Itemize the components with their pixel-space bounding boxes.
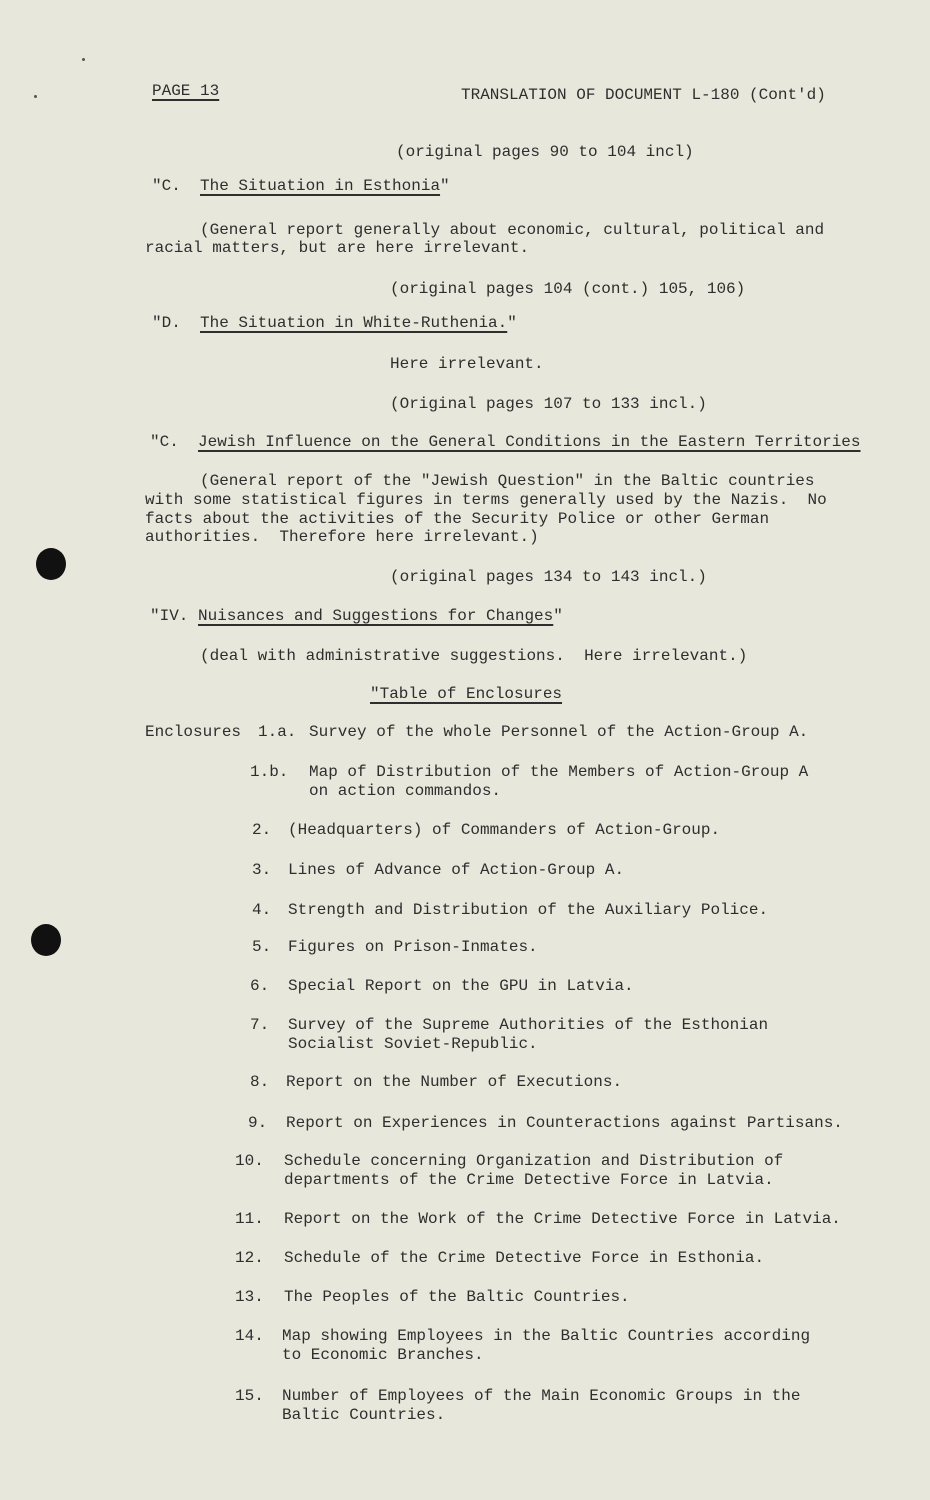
enclosure-text: Schedule of the Crime Detective Force in Esthonia. <box>284 1249 765 1267</box>
section-body: with some statistical figures in terms generally used by the Nazis. No <box>145 491 827 509</box>
section-title: Nuisances and Suggestions for Changes <box>198 607 554 625</box>
pages-ref: (original pages 104 (cont.) 105, 106) <box>390 280 746 298</box>
section-body: (General report of the "Jewish Question" in the Baltic countries <box>200 472 815 490</box>
speck <box>82 58 85 61</box>
speck <box>34 95 37 98</box>
enclosure-number: 15. <box>235 1387 264 1405</box>
enclosure-number: 8. <box>250 1073 270 1091</box>
section-body: (General report generally about economic, cultural, political and <box>200 221 825 239</box>
section-heading <box>150 433 861 451</box>
enclosure-number: 4. <box>252 901 272 919</box>
section-suffix: " <box>553 607 563 625</box>
punch-hole <box>31 924 61 956</box>
pages-ref: (original pages 134 to 143 incl.) <box>390 568 707 586</box>
enclosure-number: 12. <box>235 1249 264 1267</box>
enclosure-number: 2. <box>252 821 272 839</box>
enclosure-number: 7. <box>250 1016 270 1034</box>
section-heading <box>150 607 563 625</box>
enclosure-number: 11. <box>235 1210 264 1228</box>
enclosure-text: Survey of the whole Personnel of the Action-Group A. <box>309 723 809 741</box>
enclosure-text: Report on Experiences in Counteractions against Partisans. <box>286 1114 843 1132</box>
section-prefix: "C. <box>152 177 181 195</box>
enclosure-number: 9. <box>248 1114 268 1132</box>
enclosure-text: Map showing Employees in the Baltic Countries according <box>282 1327 811 1345</box>
section-suffix: " <box>440 177 450 195</box>
pages-ref: (Original pages 107 to 133 incl.) <box>390 395 707 413</box>
enclosure-number: 1.a. <box>258 723 297 741</box>
enclosure-number: 14. <box>235 1327 264 1345</box>
enclosure-number: 13. <box>235 1288 264 1306</box>
enclosure-text: Survey of the Supreme Authorities of the Esthonian <box>288 1016 769 1034</box>
section-heading <box>152 177 450 195</box>
enclosure-text: Report on the Work of the Crime Detective Force in Latvia. <box>284 1210 841 1228</box>
pages-ref: (original pages 90 to 104 incl) <box>396 143 694 161</box>
section-body: racial matters, but are here irrelevant. <box>145 239 530 257</box>
enclosure-text: on action commandos. <box>309 782 502 800</box>
enclosure-text: departments of the Crime Detective Force in Latvia. <box>284 1171 774 1189</box>
enclosure-number: 1.b. <box>250 763 289 781</box>
enclosure-number: 6. <box>250 977 270 995</box>
section-body: facts about the activities of the Security Police or other German <box>145 510 770 528</box>
section-prefix: "C. <box>150 433 179 451</box>
enclosure-number: 10. <box>235 1152 264 1170</box>
enclosure-text: Strength and Distribution of the Auxiliary Police. <box>288 901 769 919</box>
section-title: The Situation in Esthonia <box>200 177 441 195</box>
enclosures-label: Enclosures <box>145 723 242 741</box>
document-title: TRANSLATION OF DOCUMENT L-180 (Cont'd) <box>461 86 826 104</box>
enclosure-text: Schedule concerning Organization and Distribution of <box>284 1152 784 1170</box>
section-body: authorities. Therefore here irrelevant.) <box>145 528 539 546</box>
punch-hole <box>36 548 66 580</box>
section-body: Here irrelevant. <box>390 355 544 373</box>
section-prefix: "IV. <box>150 607 189 625</box>
enclosure-text: Number of Employees of the Main Economic Groups in the <box>282 1387 801 1405</box>
section-title: The Situation in White-Ruthenia. <box>200 314 508 332</box>
enclosure-text: Baltic Countries. <box>282 1406 446 1424</box>
enclosure-text: Special Report on the GPU in Latvia. <box>288 977 634 995</box>
page-number: PAGE 13 <box>152 82 220 100</box>
section-title: Jewish Influence on the General Conditions in the Eastern Territories <box>198 433 861 451</box>
enclosure-number: 3. <box>252 861 272 879</box>
enclosures-heading: "Table of Enclosures <box>370 685 563 703</box>
enclosure-text: Lines of Advance of Action-Group A. <box>288 861 625 879</box>
enclosure-text: to Economic Branches. <box>282 1346 484 1364</box>
enclosure-text: Report on the Number of Executions. <box>286 1073 623 1091</box>
section-heading <box>152 314 517 332</box>
enclosure-text: The Peoples of the Baltic Countries. <box>284 1288 630 1306</box>
enclosure-text: Socialist Soviet-Republic. <box>288 1035 538 1053</box>
enclosure-text: Map of Distribution of the Members of Action-Group A <box>309 763 809 781</box>
section-suffix: " <box>507 314 517 332</box>
section-prefix: "D. <box>152 314 181 332</box>
section-body: (deal with administrative suggestions. Here irrelevant.) <box>200 647 748 665</box>
enclosure-text: Figures on Prison-Inmates. <box>288 938 538 956</box>
enclosure-number: 5. <box>252 938 272 956</box>
enclosure-text: (Headquarters) of Commanders of Action-Group. <box>288 821 721 839</box>
